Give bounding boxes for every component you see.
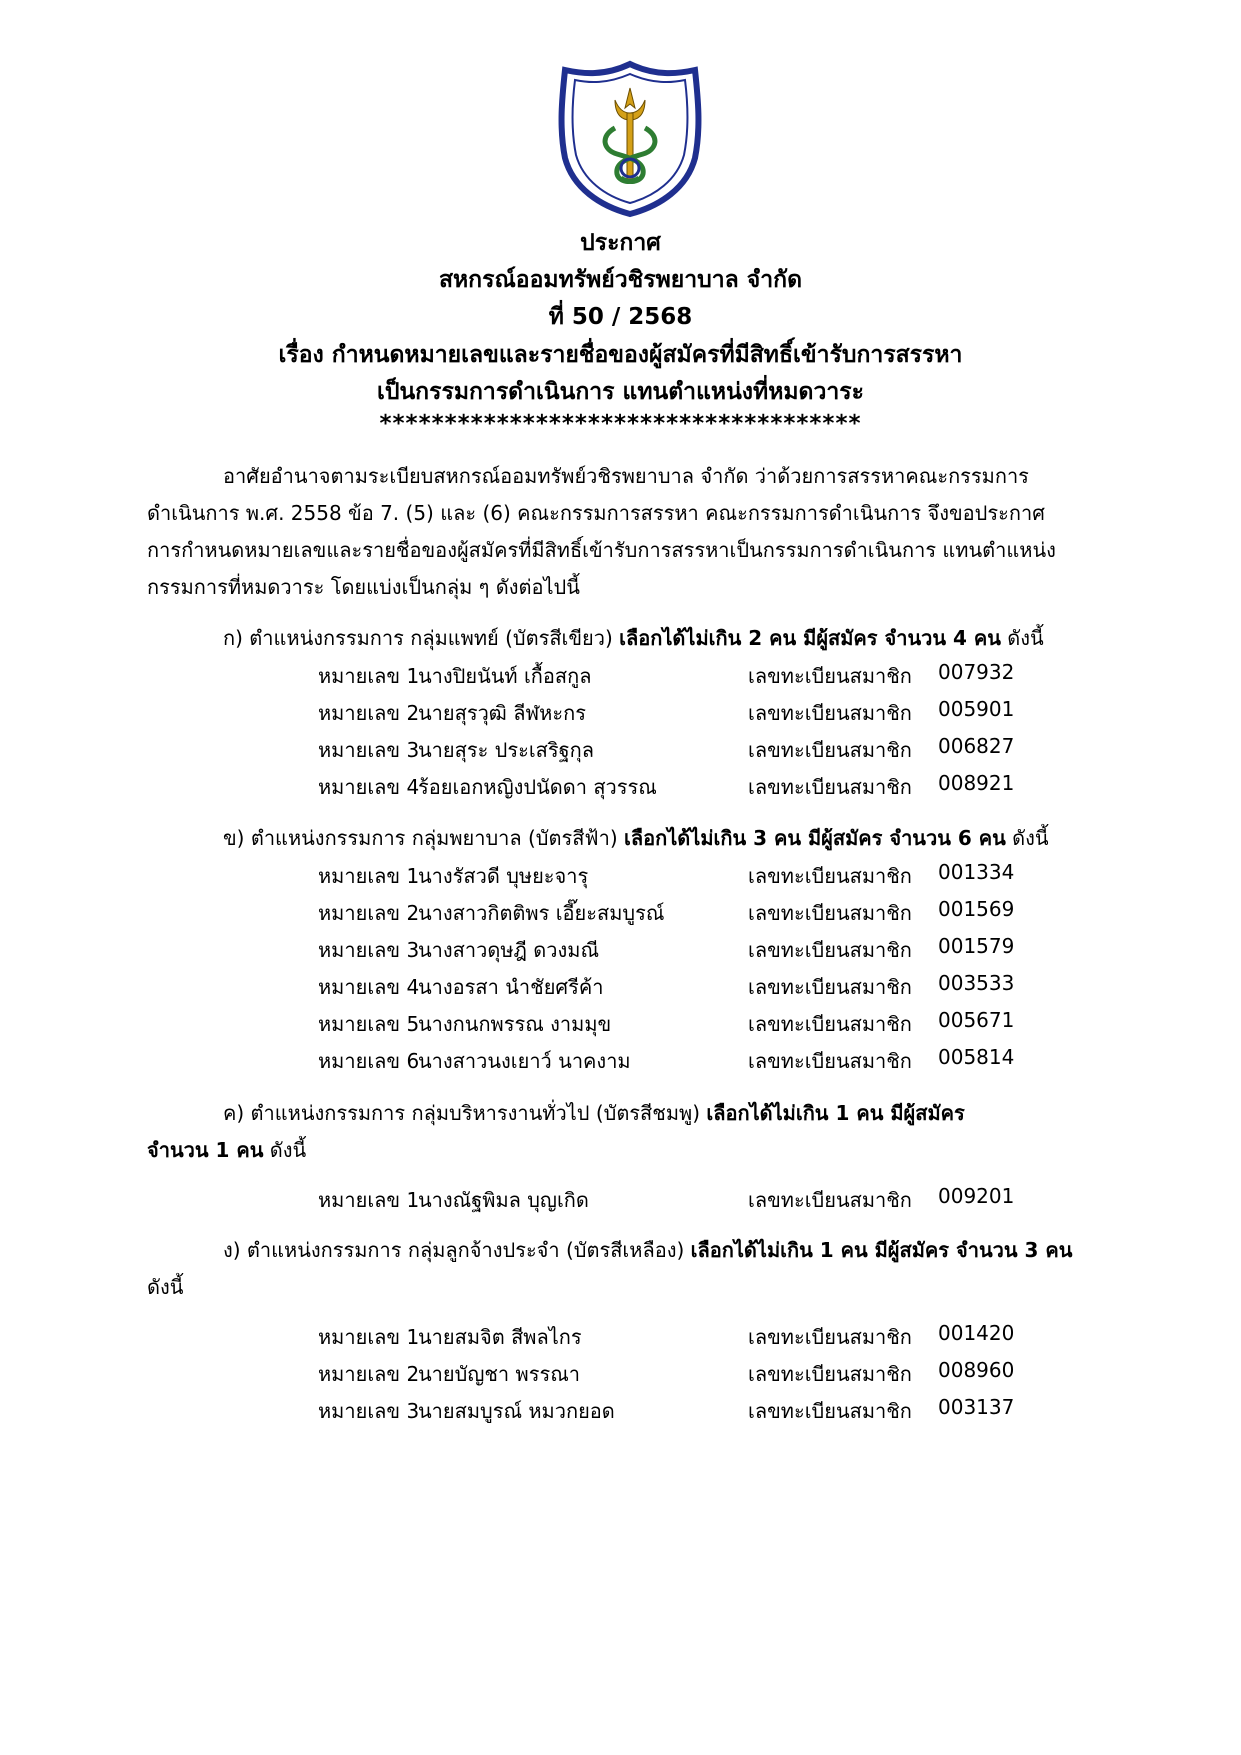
- candidate-row: หมายเลข 4 นางอรสา นำชัยศรีค้า เลขทะเบียนสมาชิก 003533: [318, 971, 1015, 999]
- announcement-number: ที่ 50 / 2568: [548, 304, 693, 330]
- section-c-heading-cont: จำนวน 1 คน ดังนี้: [147, 1138, 307, 1162]
- candidate-row: หมายเลข 1 นางณัฐพิมล บุญเกิด เลขทะเบียนสมาชิก 009201: [318, 1184, 1015, 1212]
- candidate-row: หมายเลข 6 นางสาวนงเยาว์ นาคงาม เลขทะเบียนสมาชิก 005814: [318, 1045, 1015, 1073]
- candidate-row: หมายเลข 3 นายสุระ ประเสริฐกุล เลขทะเบียนสมาชิก 006827: [318, 734, 1015, 762]
- cooperative-seal-icon: [555, 58, 705, 218]
- intro-line-2: ดำเนินการ พ.ศ. 2558 ข้อ 7. (5) และ (6) คณะกรรมการสรรหา คณะกรรมการดำเนินการ จึงขอประกาศ: [147, 501, 1045, 525]
- candidate-row: หมายเลข 5 นางกนกพรรณ งามมุข เลขทะเบียนสมาชิก 005671: [318, 1008, 1015, 1036]
- candidate-row: หมายเลข 1 นางปิยนันท์ เกื้อสกูล เลขทะเบียนสมาชิก 007932: [318, 660, 1015, 688]
- subject-line-1: เรื่อง กำหนดหมายเลขและรายชื่อของผู้สมัครที่มีสิทธิ์เข้ารับการสรรหา: [278, 342, 963, 368]
- candidate-row: หมายเลข 2 นายบัญชา พรรณา เลขทะเบียนสมาชิก 008960: [318, 1358, 1015, 1386]
- section-d-heading-cont: ดังนี้: [147, 1275, 184, 1299]
- candidate-row: หมายเลข 2 นางสาวกิตติพร เอี๊ยะสมบูรณ์ เลขทะเบียนสมาชิก 001569: [318, 897, 1015, 925]
- section-a-heading: ก) ตำแหน่งกรรมการ กลุ่มแพทย์ (บัตรสีเขียว) เลือกได้ไม่เกิน 2 คน มีผู้สมัคร จำนวน 4 คน ดังนี้: [223, 626, 1044, 650]
- candidate-row: หมายเลข 3 นางสาวดุษฎี ดวงมณี เลขทะเบียนสมาชิก 001579: [318, 934, 1015, 962]
- intro-line-4: กรรมการที่หมดวาระ โดยแบ่งเป็นกลุ่ม ๆ ดังต่อไปนี้: [147, 575, 580, 599]
- candidate-row: หมายเลข 1 นางรัสวดี บุษยะจารุ เลขทะเบียนสมาชิก 001334: [318, 860, 1015, 888]
- candidate-row: หมายเลข 2 นายสุรวุฒิ ลีฬหะกร เลขทะเบียนสมาชิก 005901: [318, 697, 1015, 725]
- intro-line-1: อาศัยอำนาจตามระเบียบสหกรณ์ออมทรัพย์วชิรพยาบาล จำกัด ว่าด้วยการสรรหาคณะกรรมการ: [223, 464, 1029, 488]
- section-d-heading: ง) ตำแหน่งกรรมการ กลุ่มลูกจ้างประจำ (บัตรสีเหลือง) เลือกได้ไม่เกิน 1 คน มีผู้สมัคร จำนวน 3 คน: [223, 1238, 1073, 1262]
- organization-name: สหกรณ์ออมทรัพย์วชิรพยาบาล จำกัด: [438, 267, 803, 293]
- section-b-heading: ข) ตำแหน่งกรรมการ กลุ่มพยาบาล (บัตรสีฟ้า) เลือกได้ไม่เกิน 3 คน มีผู้สมัคร จำนวน 6 คน ดังนี้: [223, 826, 1049, 850]
- section-c-heading: ค) ตำแหน่งกรรมการ กลุ่มบริหารงานทั่วไป (บัตรสีชมพู) เลือกได้ไม่เกิน 1 คน มีผู้สมัคร: [223, 1101, 965, 1125]
- candidate-row: หมายเลข 3 นายสมบูรณ์ หมวกยอด เลขทะเบียนสมาชิก 003137: [318, 1395, 1015, 1423]
- candidate-row: หมายเลข 1 นายสมจิต สีพลไกร เลขทะเบียนสมาชิก 001420: [318, 1321, 1015, 1349]
- intro-line-3: การกำหนดหมายเลขและรายชื่อของผู้สมัครที่มีสิทธิ์เข้ารับการสรรหาเป็นกรรมการดำเนินการ แทนตำแหน่ง: [147, 538, 1056, 562]
- candidate-row: หมายเลข 4 ร้อยเอกหญิงปนัดดา สุวรรณ เลขทะเบียนสมาชิก 008921: [318, 771, 1015, 799]
- subject-line-2: เป็นกรรมการดำเนินการ แทนตำแหน่งที่หมดวาระ: [377, 379, 864, 405]
- announcement-title: ประกาศ: [580, 230, 661, 256]
- divider: *************************************: [379, 411, 862, 437]
